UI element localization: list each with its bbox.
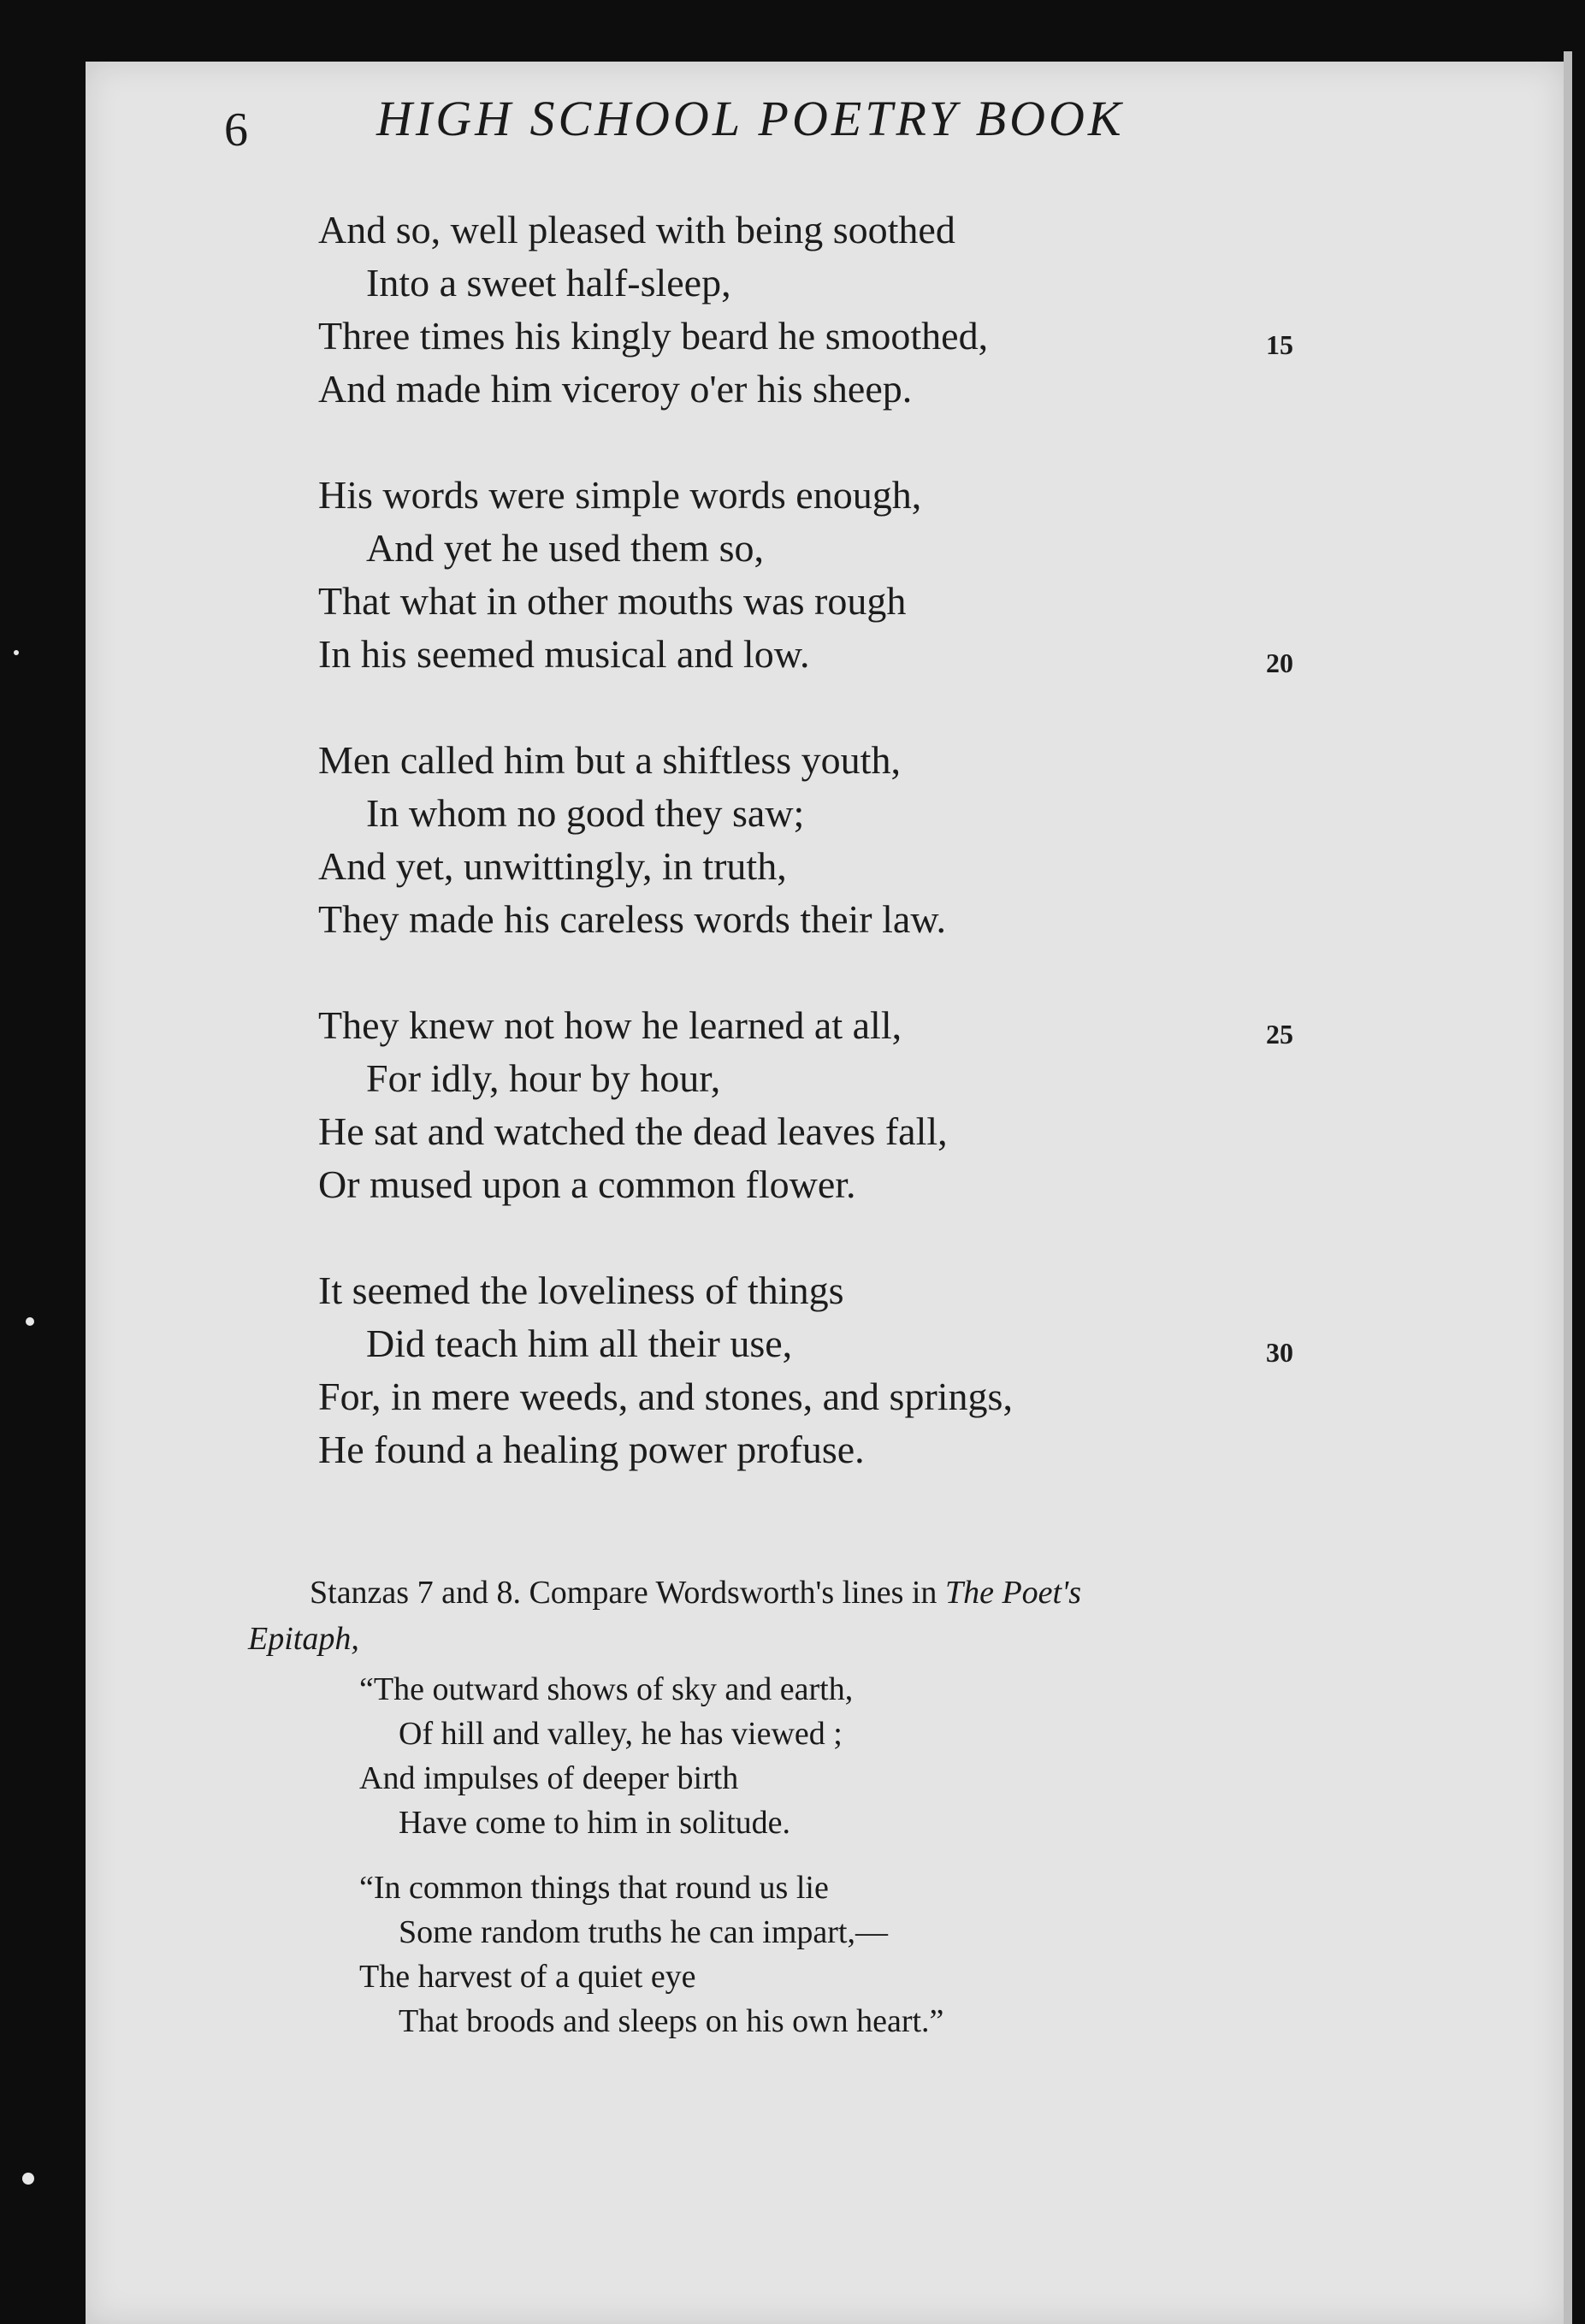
poem-line [318, 310, 1430, 363]
quote-line: Have come to him in solitude. [399, 1805, 791, 1841]
poem-line-text: That what in other mouths was rough [318, 579, 907, 623]
quoted-verse [248, 1667, 1497, 2043]
poem-line-text: For idly, hour by hour, [366, 1056, 721, 1100]
stanza [318, 999, 1430, 1211]
poem-body [318, 204, 1430, 1529]
poem-line [318, 893, 1430, 946]
line-number: 15 [1266, 329, 1293, 360]
quote-line: The harvest of a quiet eye [359, 1959, 696, 1995]
poem-line [318, 840, 1430, 893]
quote-line: Of hill and valley, he has viewed ; [399, 1716, 843, 1752]
poem-line-text: Or mused upon a common flower. [318, 1162, 856, 1206]
poem-line [318, 1264, 1430, 1317]
poem-line [318, 734, 1430, 787]
poem-line-text: And yet he used them so, [366, 526, 765, 570]
poem-line [318, 787, 1430, 840]
footnote-heading [248, 1570, 1497, 1616]
footnote-intro: Stanzas 7 and 8. Compare Wordsworth's lines in [310, 1575, 945, 1611]
poem-line-text: Three times his kingly beard he smoothed, [318, 314, 989, 358]
poem-line-text: They knew not how he learned at all, [318, 1003, 902, 1047]
poem-line-text: For, in mere weeds, and stones, and springs, [318, 1375, 1013, 1418]
poem-line-text: It seemed the loveliness of things [318, 1268, 844, 1312]
poem-line [318, 469, 1430, 522]
line-number: 30 [1266, 1337, 1293, 1368]
poem-line-text: And made him viceroy o'er his sheep. [318, 367, 913, 411]
poem-line [318, 1105, 1430, 1158]
scan-speck [26, 1317, 34, 1326]
scan-speck [22, 2173, 34, 2185]
poem-line-text: Into a sweet half-sleep, [366, 261, 731, 305]
poem-line-text: He found a healing power profuse. [318, 1428, 865, 1471]
poem-line [318, 1052, 1430, 1105]
poem-line [318, 575, 1430, 628]
poem-line-text: And yet, unwittingly, in truth, [318, 844, 787, 888]
poem-line-text: In his seemed musical and low. [318, 632, 810, 676]
footnote-work-title: The Poet's [944, 1575, 1081, 1611]
footnote [248, 1570, 1497, 2064]
quote-line: Some random truths he can impart,— [399, 1914, 888, 1950]
running-head: HIGH SCHOOL POETRY BOOK [376, 91, 1125, 146]
quote-line: “In common things that round us lie [359, 1870, 829, 1906]
poem-line-text: His words were simple words enough, [318, 473, 922, 517]
quote-line: That broods and sleeps on his own heart.” [399, 2003, 944, 2039]
poem-line-text: He sat and watched the dead leaves fall, [318, 1109, 948, 1153]
poem-line [318, 1423, 1430, 1476]
quote-line: “The outward shows of sky and earth, [359, 1671, 854, 1707]
poem-line-text: In whom no good they saw; [366, 791, 805, 835]
poem-line [318, 999, 1430, 1052]
poem-line [318, 1370, 1430, 1423]
quote-line: And impulses of deeper birth [359, 1760, 739, 1796]
stanza [318, 204, 1430, 416]
poem-line-text: Did teach him all their use, [366, 1322, 793, 1365]
poem-line [318, 1317, 1430, 1370]
line-number: 20 [1266, 648, 1293, 678]
footnote-work-title-continued: Epitaph, [248, 1621, 359, 1657]
stanza [318, 734, 1430, 946]
line-number: 25 [1266, 1019, 1293, 1050]
poem-line [318, 257, 1430, 310]
poem-line [318, 204, 1430, 257]
quote-stanza [248, 1866, 1497, 2043]
page-number: 6 [224, 103, 248, 157]
scan-speck [14, 650, 19, 655]
poem-line [318, 363, 1430, 416]
poem-line-text: They made his careless words their law. [318, 897, 947, 941]
poem-line [318, 522, 1430, 575]
stanza [318, 469, 1430, 681]
adjacent-page-edge [1564, 51, 1572, 2324]
quote-stanza [248, 1667, 1497, 1845]
poem-line-text: And so, well pleased with being soothed [318, 208, 955, 251]
poem-line-text: Men called him but a shiftless youth, [318, 738, 901, 782]
stanza [318, 1264, 1430, 1476]
poem-line [318, 628, 1430, 681]
poem-line [318, 1158, 1430, 1211]
